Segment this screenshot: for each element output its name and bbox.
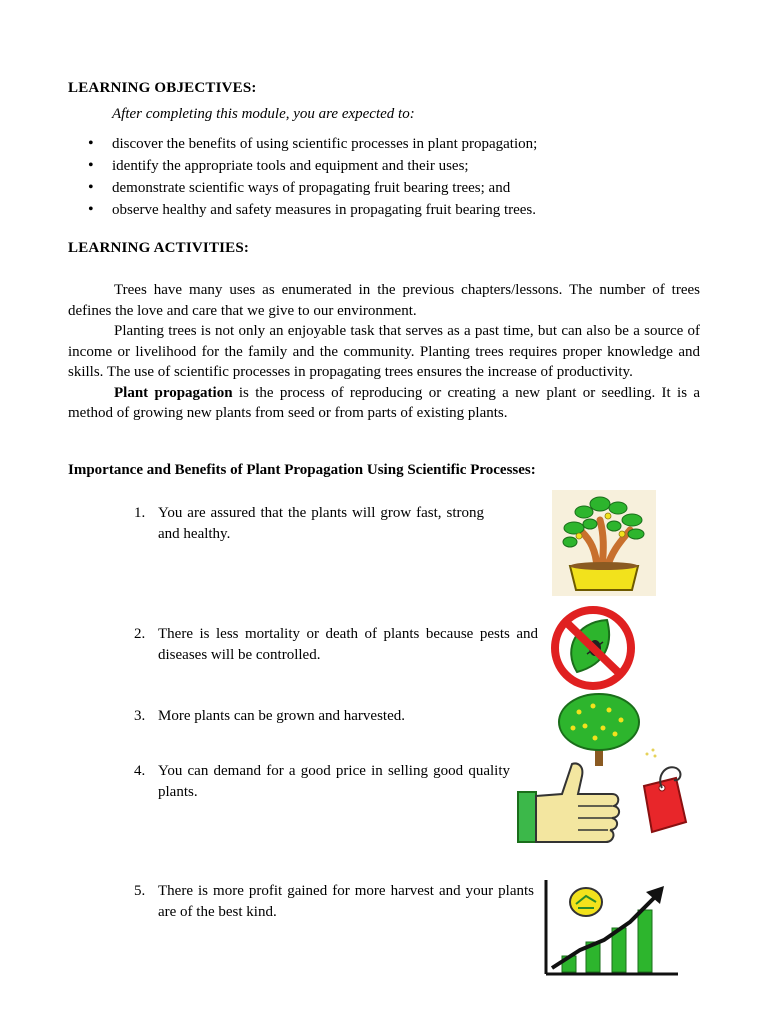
item-text: There is less mortality or death of plants because pests and diseases will be controlled. [158,626,538,663]
activities-body [68,280,700,424]
benefit-item [134,624,538,666]
item-text: You are assured that the plants will grow fast, strong and healthy. [158,505,484,542]
activities-heading: LEARNING ACTIVITIES: [68,240,250,256]
benefit-item [134,761,510,803]
benefit-item [134,706,538,727]
item-number: 1. [134,505,146,521]
paragraph: Trees have many uses as enumerated in the previous chapters/lessons. The number of trees defines the love and care that we give to our environment. [68,282,700,319]
objectives-intro: After completing this module, you are expected to: [112,106,415,122]
item-text: You can demand for a good price in selling good quality plants. [158,763,510,800]
list-item: • discover the benefits of using scientific processes in plant propagation; [88,133,537,155]
objectives-heading: LEARNING OBJECTIVES: [68,80,257,96]
objectives-list [88,133,537,221]
item-text: More plants can be grown and harvested. [158,708,406,724]
item-number: 3. [134,708,146,724]
item-number: 2. [134,626,146,642]
profit-growth-icon [542,880,682,976]
bushy-tree-icon [555,688,665,768]
potted-tree-icon [552,490,656,596]
no-pest-icon [549,602,637,694]
list-item: • identify the appropriate tools and equipment and their uses; [88,155,537,177]
term-plant-propagation: Plant propagation [114,384,233,401]
list-item: • demonstrate scientific ways of propagating fruit bearing trees; and [88,177,537,199]
definition-text: is the process of reproducing or creating a new plant or seedling. It is a method of growing new plants from seed or from parts of existing plants. [68,384,701,421]
item-number: 4. [134,763,146,779]
paragraph: Planting trees is not only an enjoyable task that serves as a past time, but can also be a source of income or livelihood for the family and the community. Planting trees requires proper knowledge and skills. The use of scientific processes in propagating trees ensures the increase of productivity. [68,323,700,380]
item-text: There is more profit gained for more harvest and your plants are of the best kind. [158,883,534,920]
paragraph [68,383,700,424]
benefits-heading: Importance and Benefits of Plant Propagation Using Scientific Processes: [68,462,536,478]
thumbs-up-price-tag-icon [516,760,688,852]
benefit-item [134,503,484,545]
benefit-item [134,881,534,923]
list-item: • observe healthy and safety measures in propagating fruit bearing trees. [88,199,537,221]
item-number: 5. [134,883,146,899]
